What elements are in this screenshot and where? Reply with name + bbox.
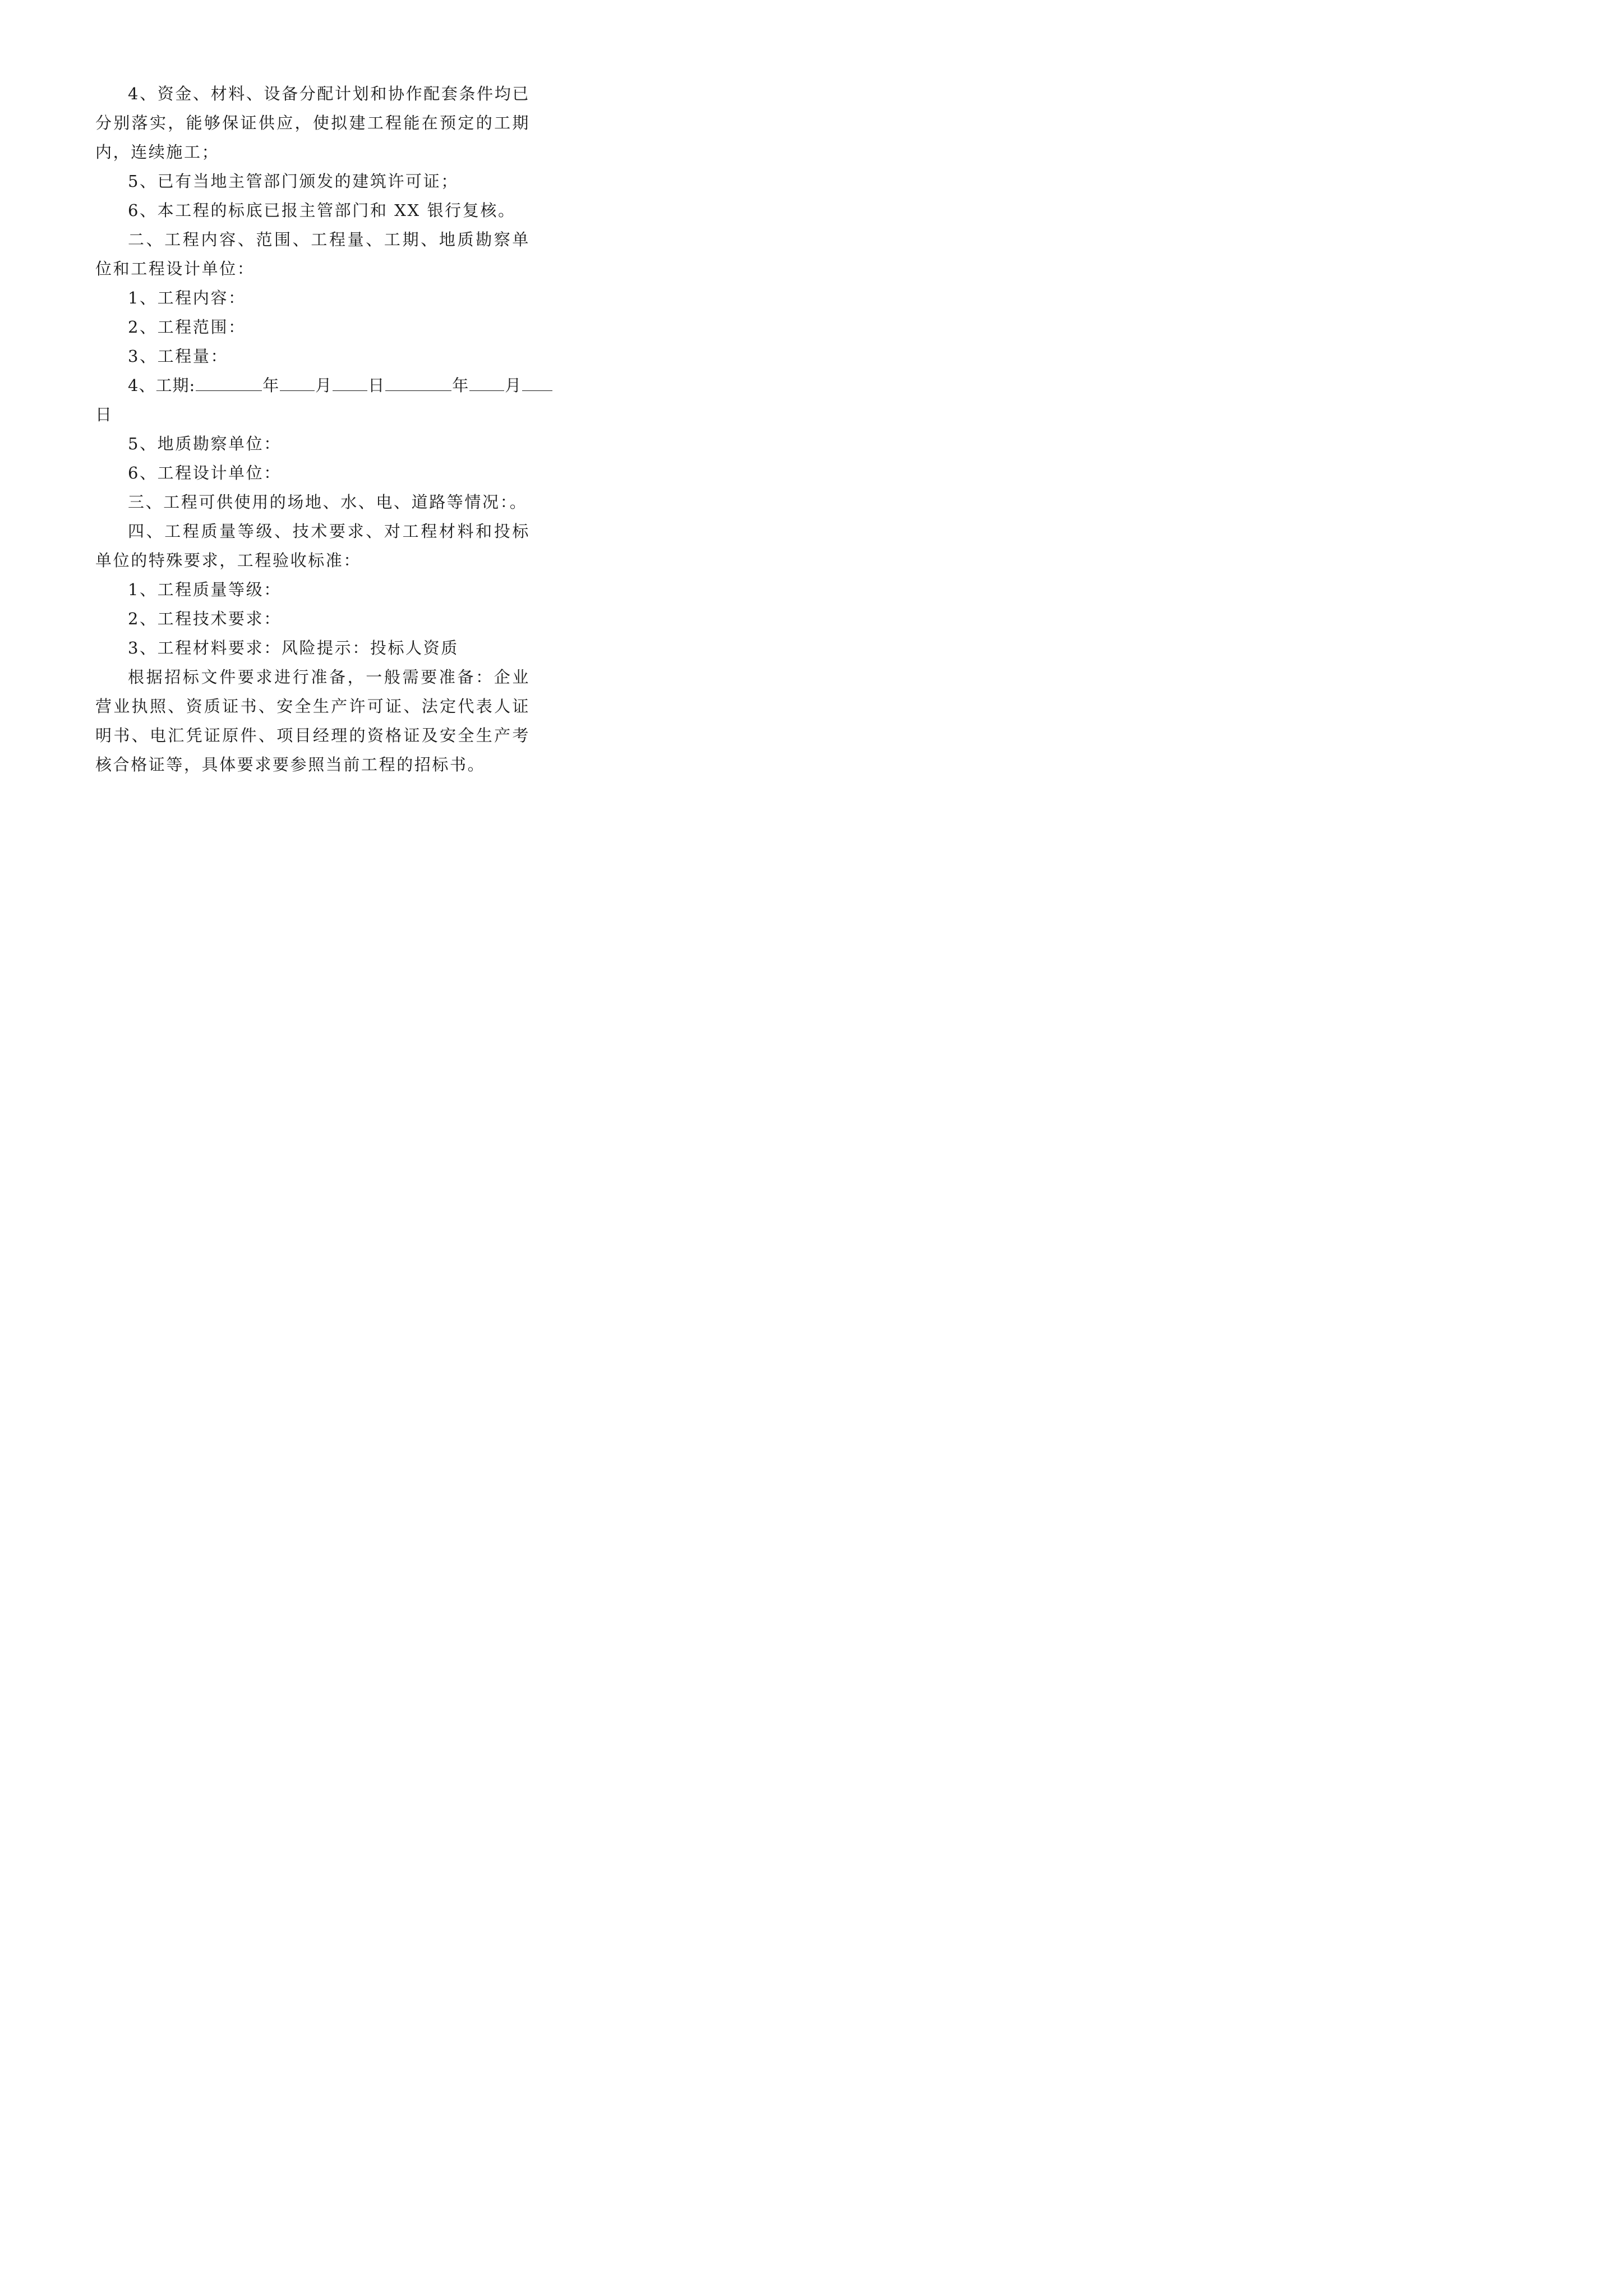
paragraph-funding: 4、资金、材料、设备分配计划和协作配套条件均已分别落实，能够保证供应，使拟建工程能在预定的工期内，连续施工； <box>95 84 530 162</box>
section-heading-4: 四、工程质量等级、技术要求、对工程材料和投标单位的特殊要求，工程验收标准： <box>95 522 530 570</box>
year-unit-2: 年 <box>452 376 469 395</box>
item-project-scope: 2、工程范围： <box>128 318 246 337</box>
item-duration <box>95 371 530 400</box>
blank-start-month <box>280 374 315 391</box>
blank-end-month <box>469 374 504 391</box>
paragraph-tender-base: 6、本工程的标底已报主管部门和 XX 银行复核。 <box>128 201 516 220</box>
duration-label: 4、工期: <box>128 376 196 395</box>
section-heading-2: 二、工程内容、范围、工程量、工期、地质勘察单位和工程设计单位： <box>95 230 530 278</box>
document-body <box>95 79 530 779</box>
item-project-quantity: 3、工程量： <box>128 347 229 366</box>
blank-start-day <box>333 374 367 391</box>
item-design-unit: 6、工程设计单位： <box>128 463 282 482</box>
month-unit: 月 <box>315 376 333 395</box>
item-material-requirements: 3、工程材料要求：风险提示：投标人资质 <box>128 638 459 657</box>
document-page <box>0 0 613 867</box>
item-geology-unit: 5、地质勘察单位： <box>128 434 282 453</box>
blank-end-year <box>385 374 451 391</box>
blank-start-year <box>196 374 262 391</box>
year-unit: 年 <box>262 376 280 395</box>
item-technical-requirements: 2、工程技术要求： <box>128 609 282 628</box>
item-quality-grade: 1、工程质量等级： <box>128 580 282 599</box>
day-unit: 日 <box>368 376 385 395</box>
month-unit-2: 月 <box>505 376 522 395</box>
paragraph-permit: 5、已有当地主管部门颁发的建筑许可证； <box>128 172 459 191</box>
item-project-content: 1、工程内容： <box>128 288 246 307</box>
paragraph-preparation: 根据招标文件要求进行准备，一般需要准备：企业营业执照、资质证书、安全生产许可证、法定代表人证明书、电汇凭证原件、项目经理的资格证及安全生产考核合格证等，具体要求要参照当前工程的招标书。 <box>95 668 530 774</box>
blank-end-day <box>522 374 552 391</box>
duration-day-wrap: 日 <box>95 405 113 424</box>
section-heading-3: 三、工程可供使用的场地、水、电、道路等情况：。 <box>128 493 528 512</box>
